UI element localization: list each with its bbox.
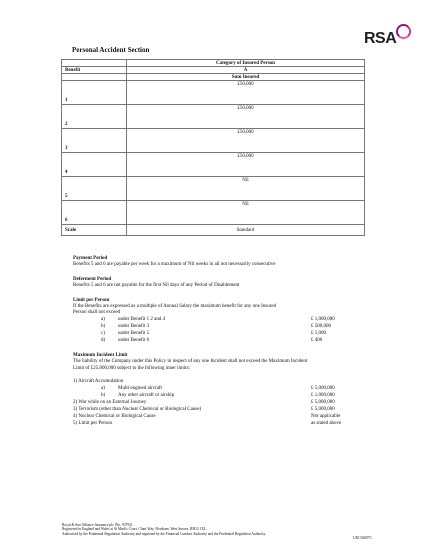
benefit-number: 1 [62,81,127,105]
limit-amount: £ 1,000 [311,331,326,336]
limit-amount: £ 400 [311,338,323,343]
incident-sub-letter: a) [101,386,105,391]
incident-item-label: 3) Terrorism (other than Nuclear Chemical or Biological Cause) [73,407,202,412]
scale-value: Standard [127,225,365,236]
incident-item-amount: £ 5,000,000 [311,400,335,405]
sum-value: £50,000 [127,129,365,153]
footer [62,523,372,541]
incident-sub-label: Multi engined aircraft [118,386,162,391]
incident-item-amount: Not applicable [311,414,341,419]
incident-item-amount: £ 5,000,000 [311,407,335,412]
incident-intro-2: Limit of £25,000,000 subject to the following inner limits: [73,366,190,371]
table-row [62,201,365,225]
header-sum: Sum Insured [127,74,365,81]
limit-label: under Benefit 5 [118,331,150,336]
payment-text: Benefits 5 and 6 are payable per week for a maximum of Nil weeks in all not necessarily consecutive [73,262,276,267]
incident-item-label: 5) Limit per Person [73,421,113,426]
table-row [62,81,365,105]
benefit-number: 2 [62,105,127,129]
footer-company: Royal & Sun Alliance Insurance plc (No. 93792) [62,523,133,527]
incident-intro-1: The liability of the Company under this Policy in respect of any one Incident shall not exceed the Maximum Incident [73,359,308,364]
header-category: Category of Insured Person [127,60,365,67]
sum-value: £50,000 [127,105,365,129]
header-benefit: Benefit [62,67,127,74]
benefit-number: 6 [62,201,127,225]
deferment-text: Benefits 5 and 6 are not payable for the first Nil days of any Period of Disablement [73,283,240,288]
logo-ring-icon [396,24,411,39]
page-title: Personal Accident Section [72,46,150,54]
limit-letter: a) [101,317,105,322]
limit-amount: £ 1,000,000 [311,317,335,322]
payment-heading: Payment Period [73,256,108,261]
limit-letter: c) [101,331,105,336]
incident-sub-label: Any other aircraft or airship [118,393,175,398]
limit-label: under Benefit 1 2 and 4 [118,317,166,322]
incident-sub-amount: £ 5,000,000 [311,386,335,391]
benefit-number: 4 [62,153,127,177]
limit-heading: Limit per Person [73,298,110,303]
limit-letter: d) [101,338,106,343]
sum-value: £50,000 [127,153,365,177]
scale-row [62,225,365,236]
footer-registered: Registered in England and Wales at St Mark's Court, Chart Way, Horsham, West Sussex, RH12 1XL. [62,527,208,532]
incident-heading: Maximum Incident Limit [73,353,128,358]
limit-intro-1: If the Benefits are expressed as a multiple of Annual Salary the maximum benefit for any one Insured [73,304,277,309]
sum-value: Nil [127,201,365,225]
limit-label: under Benefit 3 [118,324,150,329]
deferment-heading: Deferment Period [73,277,112,282]
table-row [62,177,365,201]
incident-sub-amount: £ 1,000,000 [311,393,335,398]
sum-value: Nil [127,177,365,201]
table-row [62,153,365,177]
header-blank-2 [62,74,127,81]
incident-item-label: 2) War while on an External Journey [73,400,147,405]
header-blank [62,60,127,67]
limit-letter: b) [101,324,106,329]
limit-amount: £ 500,000 [311,324,331,329]
table-row [62,105,365,129]
benefit-number: 5 [62,177,127,201]
aircraft-heading: 1) Aircraft Accumulation [73,379,124,384]
incident-item-label: 4) Nuclear Chemical or Biological Cause [73,414,156,419]
benefit-number: 3 [62,129,127,153]
logo-text: RSA [364,30,397,47]
table-row [62,129,365,153]
header-a: A [127,67,365,74]
footer-ref: UKC04007C [353,536,372,541]
sum-value: £50,000 [127,81,365,105]
scale-label: Scale [62,225,127,236]
benefits-table [61,59,365,236]
incident-sub-letter: b) [101,393,106,398]
limit-intro-2: Person shall not exceed [73,310,121,315]
limit-label: under Benefit 6 [118,338,150,343]
footer-authorised: Authorised by the Prudential Regulation Authority and regulated by the Financial Conduct Authority and the Prudential Regulation Authority. [62,531,266,536]
incident-item-amount: as stated above [311,421,342,426]
rsa-logo [364,20,412,50]
